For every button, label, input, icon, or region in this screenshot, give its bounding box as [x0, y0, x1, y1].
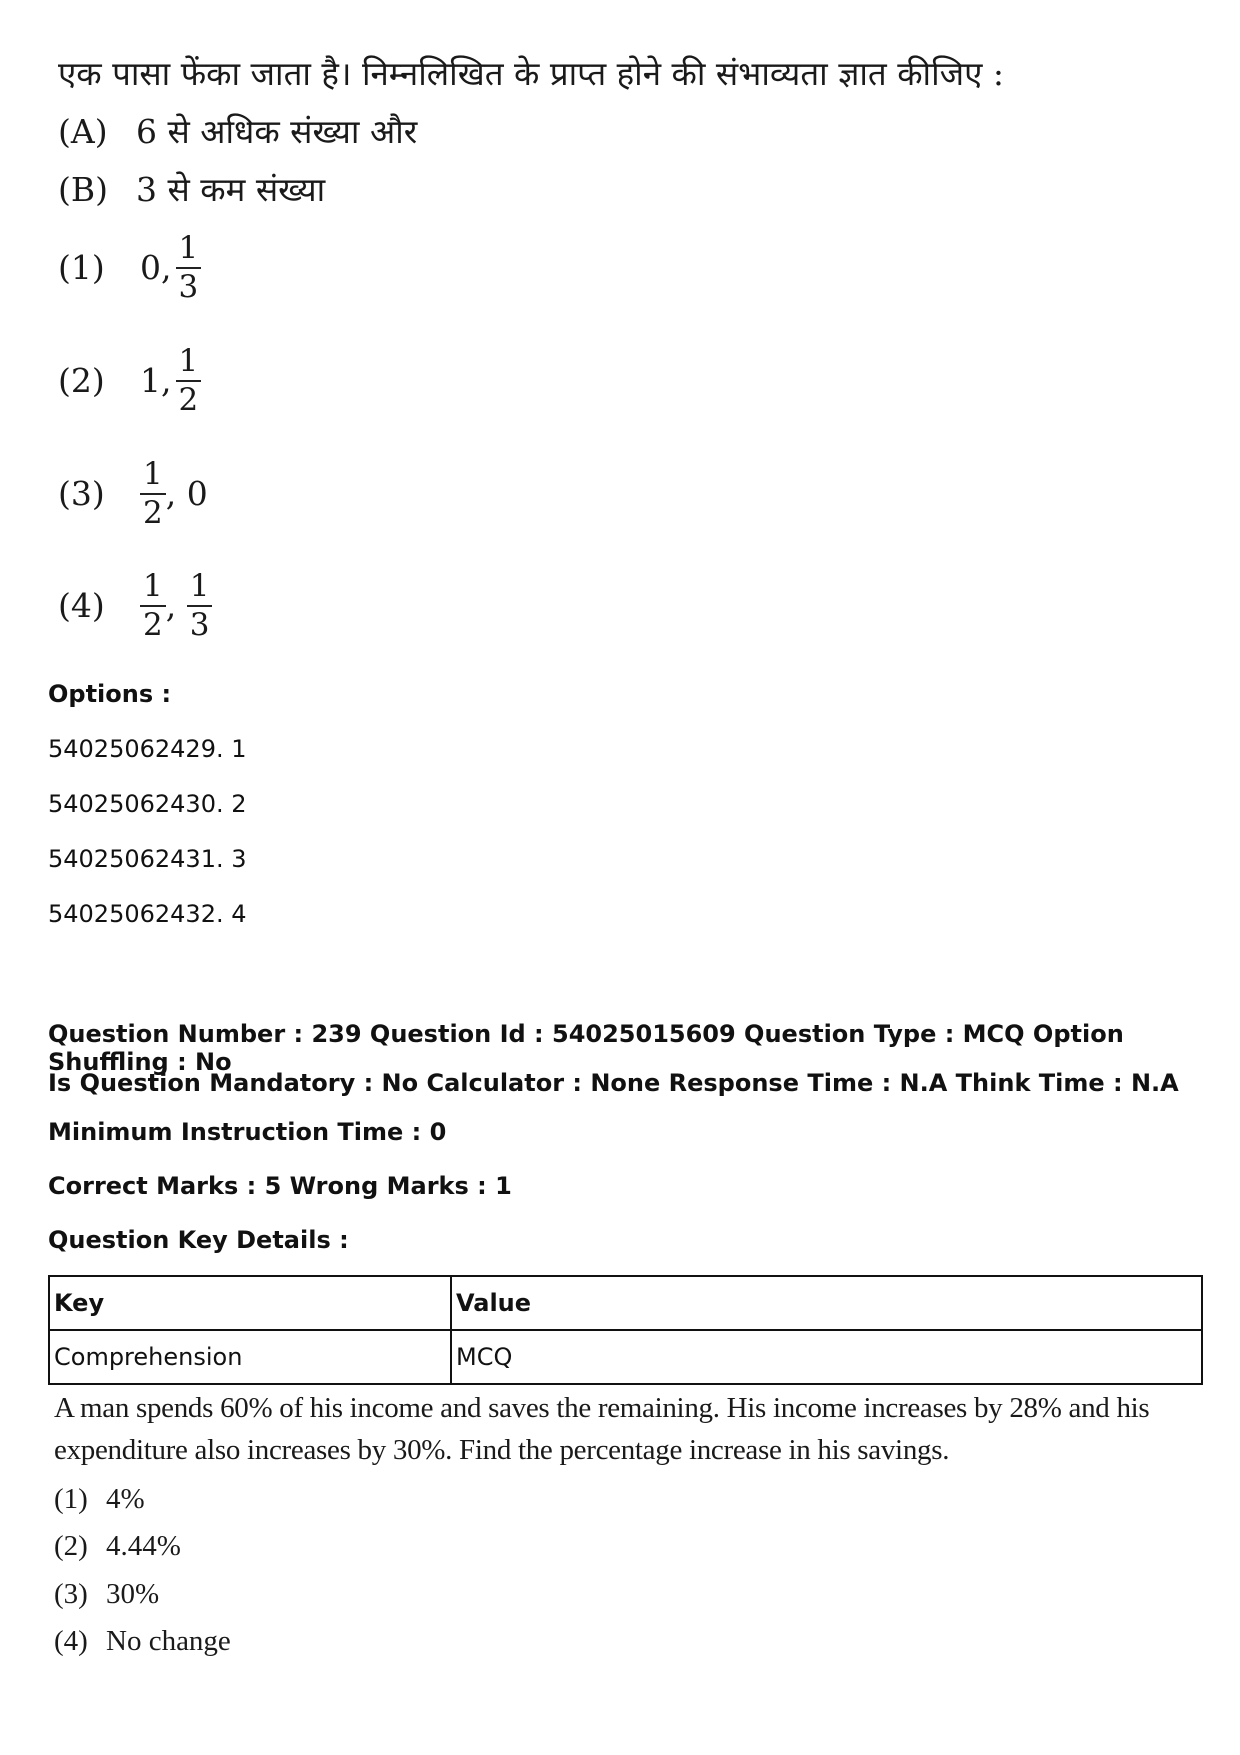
english-option-3: [54, 1578, 159, 1611]
option-text: 4.44%: [106, 1530, 181, 1562]
part-text: 6 से अधिक संख्या और: [136, 112, 418, 151]
denominator: 2: [143, 606, 163, 643]
option-id-3: 54025062431. 3: [48, 845, 247, 873]
fraction: [140, 458, 166, 529]
option-value-b: 0: [186, 474, 208, 514]
numerator: 1: [140, 570, 166, 607]
question-marks: Correct Marks : 5 Wrong Marks : 1: [48, 1172, 512, 1200]
option-text: 4%: [106, 1483, 145, 1515]
denominator: 3: [189, 606, 210, 643]
denominator: 3: [178, 268, 199, 305]
key-details-heading: Question Key Details :: [48, 1226, 349, 1254]
table-header-key: Key: [49, 1276, 451, 1330]
english-option-4: [54, 1625, 231, 1658]
english-question-line-1: A man spends 60% of his income and saves the remaining. His income increases by 28% and his: [54, 1392, 1150, 1424]
numerator: 1: [187, 570, 213, 607]
table-row: [49, 1330, 1202, 1384]
option-text: No change: [106, 1625, 231, 1657]
part-text: 3 से कम संख्या: [136, 170, 326, 209]
english-question-line-2: expenditure also increases by 30%. Find the percentage increase in his savings.: [54, 1434, 950, 1466]
option-label: (3): [54, 1578, 88, 1610]
hindi-question-text: एक पासा फेंका जाता है। निम्नलिखित के प्राप्त होने की संभाव्यता ज्ञात कीजिए :: [58, 54, 1004, 93]
numerator: 1: [176, 345, 202, 382]
hindi-option-4: (4) $\frac{1}{2}$ , $\frac{1}{3}$: [58, 570, 212, 641]
denominator: 2: [178, 381, 199, 418]
english-option-2: [54, 1530, 181, 1563]
option-text: 30%: [106, 1578, 160, 1610]
option-label: (2): [54, 1530, 88, 1562]
option-id-2: 54025062430. 2: [48, 790, 247, 818]
table-header-value: Value: [451, 1276, 1202, 1330]
table-cell-value: MCQ: [451, 1330, 1202, 1384]
question-part-a: [58, 108, 417, 153]
fraction: [176, 232, 202, 303]
hindi-option-2: [58, 345, 207, 416]
part-label: (A): [58, 112, 108, 151]
option-label: (1): [58, 248, 105, 288]
hindi-option-3: (3) $\frac{1}{2}$ , 0: [58, 456, 208, 531]
english-option-1: [54, 1483, 145, 1516]
option-label: (4): [58, 586, 105, 626]
fraction: [187, 570, 213, 641]
question-meta-line-1: Question Number : 239 Question Id : 54025015609 Question Type : MCQ Option Shuffling : No: [48, 1020, 1124, 1076]
numerator: 1: [140, 458, 166, 495]
option-label: (4): [54, 1625, 88, 1657]
fraction: [176, 345, 202, 416]
denominator: 2: [143, 494, 163, 531]
question-meta-line-2: Is Question Mandatory : No Calculator : None Response Time : N.A Think Time : N.A: [48, 1069, 1179, 1097]
fraction: [140, 570, 166, 641]
question-meta-line-3: Minimum Instruction Time : 0: [48, 1118, 447, 1146]
part-label: (B): [58, 170, 108, 209]
option-id-4: 54025062432. 4: [48, 900, 247, 928]
option-value-a: 0,: [140, 248, 172, 288]
table-cell-key: Comprehension: [49, 1330, 451, 1384]
options-heading: Options :: [48, 680, 172, 708]
table-header-row: [49, 1276, 1202, 1330]
option-label: (2): [58, 361, 105, 401]
option-id-1: 54025062429. 1: [48, 735, 247, 763]
option-label: (3): [58, 474, 105, 514]
key-details-table: [48, 1275, 1203, 1385]
option-label: (1): [54, 1483, 88, 1515]
option-value-a: 1,: [140, 361, 172, 401]
question-part-b: [58, 166, 325, 211]
hindi-option-1: [58, 232, 207, 303]
numerator: 1: [176, 232, 202, 269]
